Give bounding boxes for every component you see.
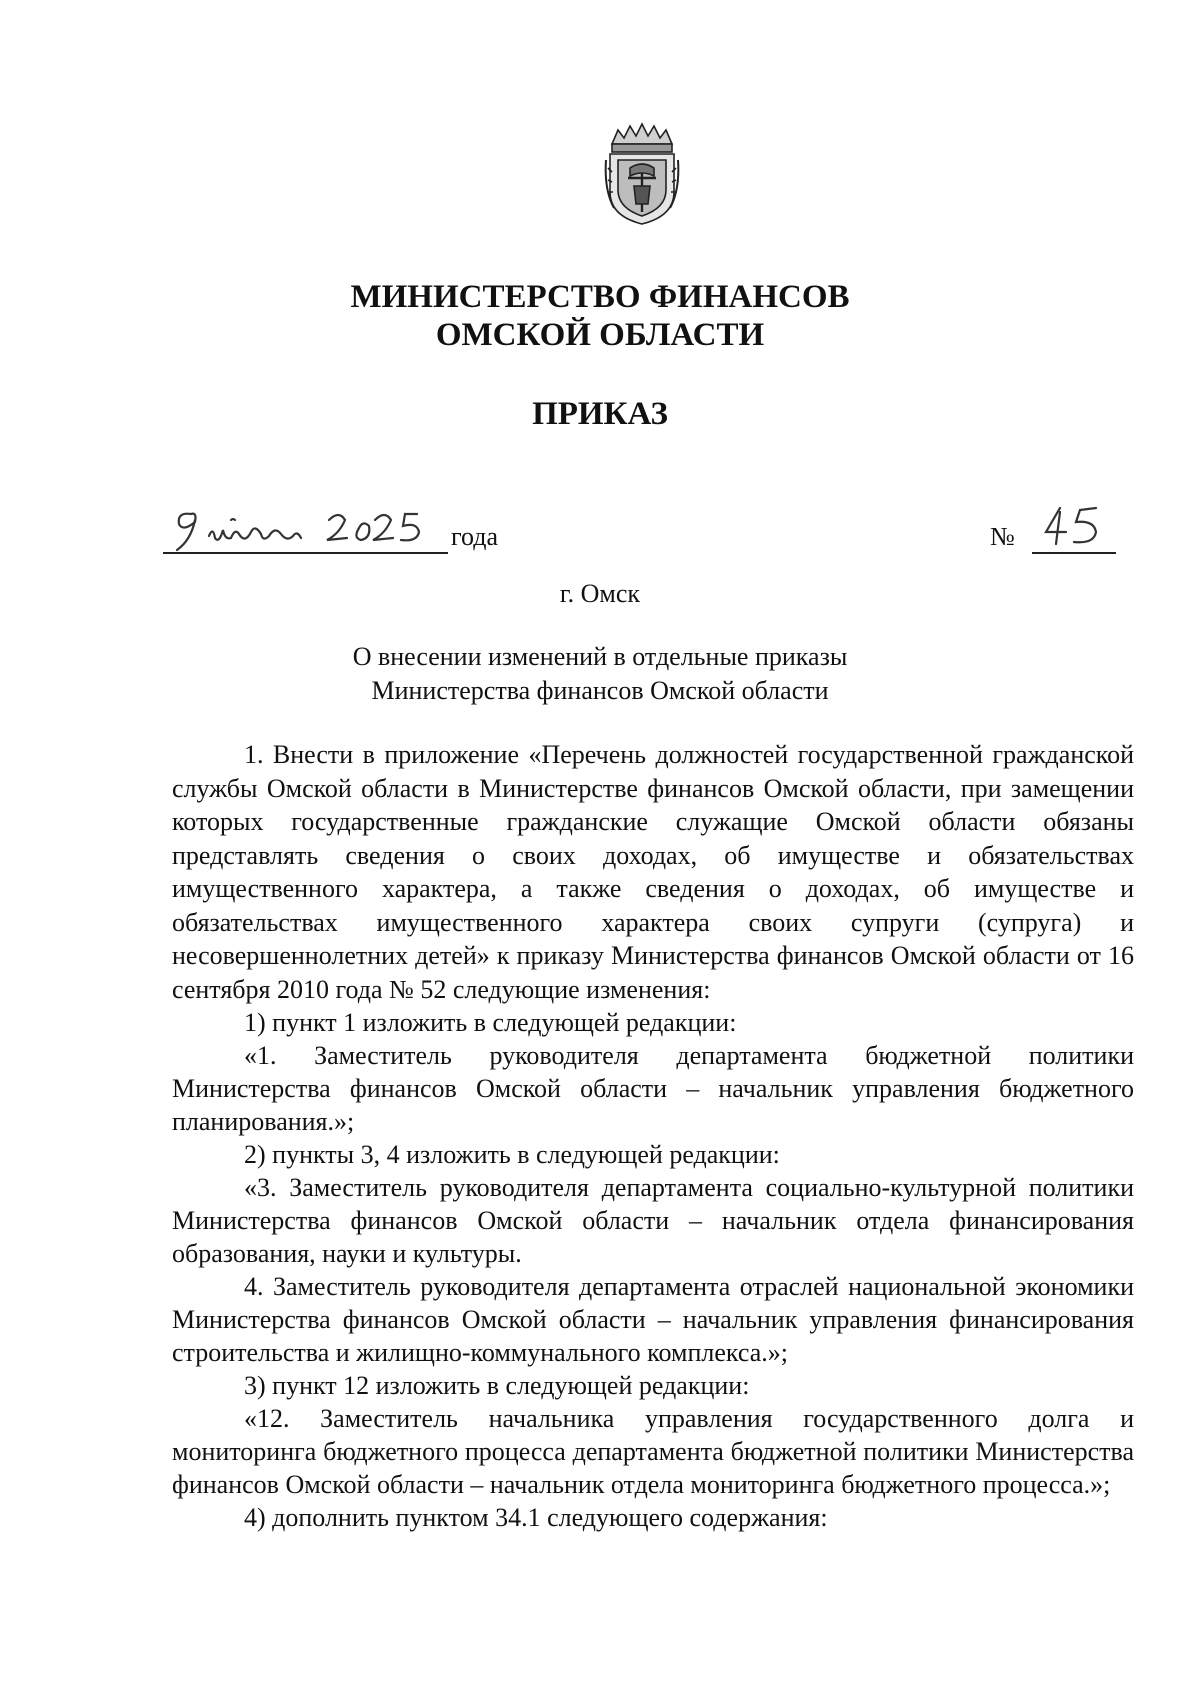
handwritten-number bbox=[1032, 506, 1116, 554]
paragraph-7: 3) пункт 12 изложить в следующей редакции: bbox=[244, 1371, 750, 1400]
year-word: года bbox=[451, 522, 499, 551]
ministry-name bbox=[0, 278, 1200, 354]
date-line bbox=[163, 508, 563, 558]
paragraph-9: 4) дополнить пунктом 34.1 следующего содержания: bbox=[244, 1503, 828, 1532]
subject-line-1: О внесении изменений в отдельные приказы bbox=[352, 642, 848, 671]
paragraph-1: 1. Внести в приложение «Перечень должностей государственной гражданской службы Омской области в Министерстве финансов Омской области, при замещении которых государственные гражданские служащие Омской области обязаны представлять сведения о своих доходах, об имуществе и обязательствах имущественного характера, а также сведения о доходах, об имуществе и обязательствах имущественного характера своих супруги (супруга) и несовершеннолетних детей» к приказу Министерства финансов Омской области от 16 сентября 2010 года № 52 следующие изменения: bbox=[172, 740, 1134, 1004]
subject-line-2: Министерства финансов Омской области bbox=[371, 676, 829, 705]
paragraph-3: «1. Заместитель руководителя департамента бюджетной политики Министерства финансов Омской области – начальник управления бюджетного планирования.»; bbox=[172, 1041, 1134, 1136]
order-subject bbox=[0, 640, 1200, 708]
order-body bbox=[172, 738, 1134, 1534]
ministry-line-2: ОМСКОЙ ОБЛАСТИ bbox=[435, 317, 765, 353]
handwritten-number-glyphs bbox=[1040, 502, 1102, 550]
paragraph-2: 1) пункт 1 изложить в следующей редакции: bbox=[244, 1008, 737, 1037]
number-sign: № bbox=[990, 522, 1015, 551]
ministry-line-1: МИНИСТЕРСТВО ФИНАНСОВ bbox=[350, 279, 850, 315]
coat-of-arms-emblem bbox=[604, 120, 680, 228]
place-of-issue: г. Омск bbox=[559, 579, 641, 608]
paragraph-4: 2) пункты 3, 4 изложить в следующей редакции: bbox=[244, 1140, 780, 1169]
document-type-title: ПРИКАЗ bbox=[532, 396, 668, 432]
handwritten-date bbox=[163, 506, 448, 554]
paragraph-6: 4. Заместитель руководителя департамента отраслей национальной экономики Министерства финансов Омской области – начальник управления финансирования строительства и жилищно-коммунального комплекса.»; bbox=[172, 1272, 1134, 1367]
handwritten-date-signature bbox=[169, 500, 439, 556]
order-number-line bbox=[990, 508, 1120, 558]
paragraph-5: «3. Заместитель руководителя департамента социально-культурной политики Министерства финансов Омской области – начальник отдела финансирования образования, науки и культуры. bbox=[172, 1173, 1134, 1268]
paragraph-8: «12. Заместитель начальника управления государственного долга и мониторинга бюджетного процесса департамента бюджетной политики Министерства финансов Омской области – начальник отдела мониторинга бюджетного процесса.»; bbox=[172, 1404, 1134, 1499]
